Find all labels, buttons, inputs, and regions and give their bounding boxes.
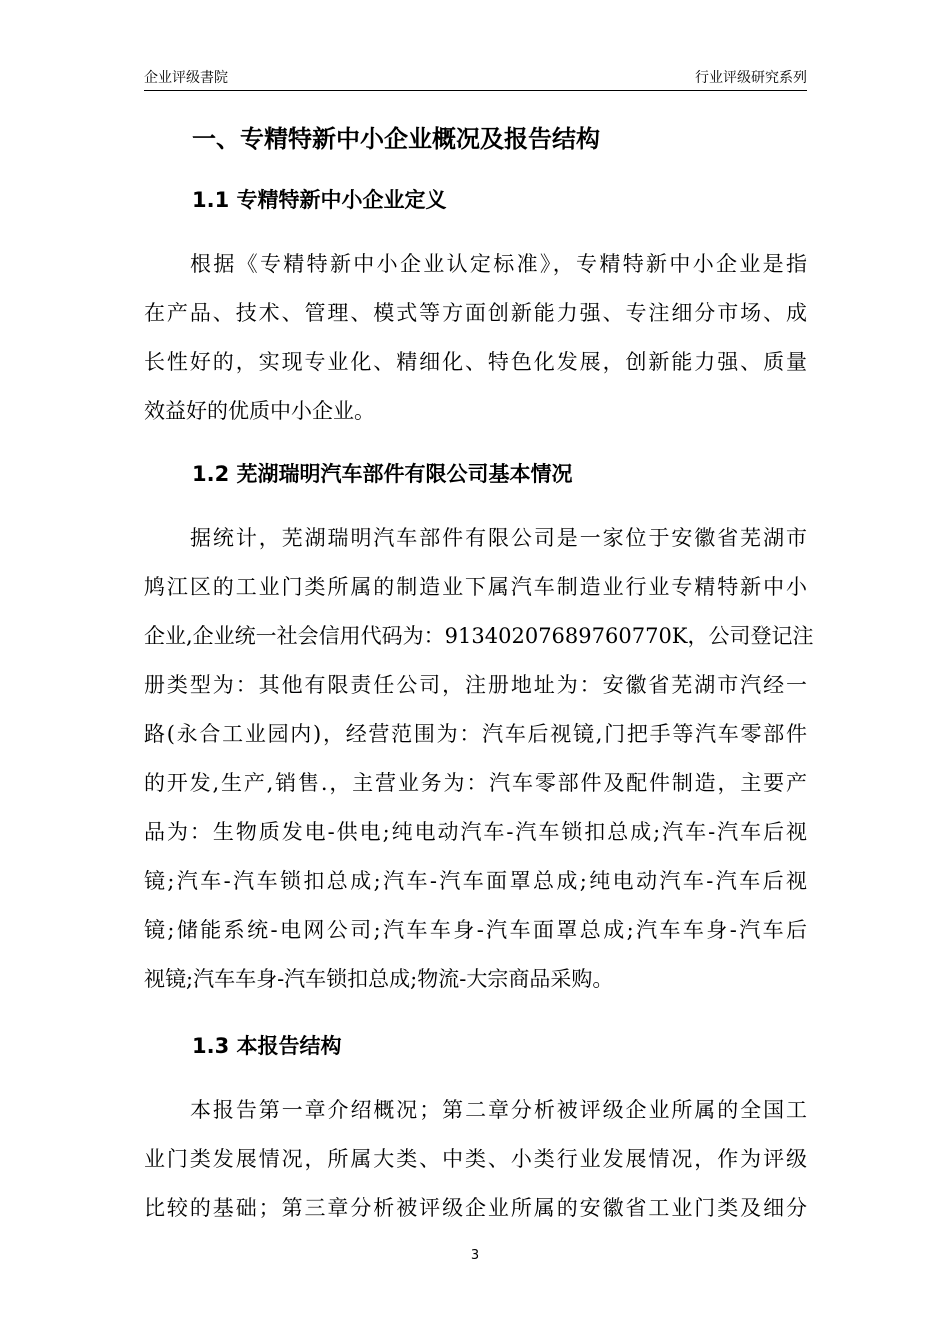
paragraph-line: 路(永合工业园内)，经营范围为：汽车后视镜,门把手等汽车零部件 bbox=[144, 722, 807, 746]
paragraph-line: 本报告第一章介绍概况；第二章分析被评级企业所属的全国工 bbox=[190, 1098, 807, 1122]
page-header bbox=[144, 64, 807, 91]
paragraph-line: 视镜;汽车车身-汽车锁扣总成;物流-大宗商品采购。 bbox=[144, 967, 614, 991]
paragraph-line: 品为：生物质发电-供电;纯电动汽车-汽车锁扣总成;汽车-汽车后视 bbox=[144, 820, 807, 844]
header-left-text: 企业评级書院 bbox=[144, 70, 228, 86]
section-heading-1-2: 1.2 芜湖瑞明汽车部件有限公司基本情况 bbox=[192, 462, 573, 486]
paragraph-line: 鸠江区的工业门类所属的制造业下属汽车制造业行业专精特新中小 bbox=[144, 575, 807, 599]
paragraph-line: 据统计，芜湖瑞明汽车部件有限公司是一家位于安徽省芜湖市 bbox=[190, 526, 807, 550]
paragraph-line: 比较的基础；第三章分析被评级企业所属的安徽省工业门类及细分 bbox=[144, 1196, 807, 1220]
header-right-text: 行业评级研究系列 bbox=[695, 70, 807, 86]
paragraph-line: 业门类发展情况，所属大类、中类、小类行业发展情况，作为评级 bbox=[144, 1147, 807, 1171]
paragraph-line: 企业,企业统一社会信用代码为：91340207689760770K，公司登记注 bbox=[144, 624, 814, 648]
page-number: 3 bbox=[470, 1248, 480, 1263]
paragraph-line: 的开发,生产,销售.，主营业务为：汽车零部件及配件制造，主要产 bbox=[144, 771, 807, 795]
paragraph-line: 镜;汽车-汽车锁扣总成;汽车-汽车面罩总成;纯电动汽车-汽车后视 bbox=[144, 869, 807, 893]
paragraph-line: 效益好的优质中小企业。 bbox=[144, 399, 375, 423]
paragraph-line: 镜;储能系统-电网公司;汽车车身-汽车面罩总成;汽车车身-汽车后 bbox=[144, 918, 807, 942]
section-heading-1-3: 1.3 本报告结构 bbox=[192, 1034, 342, 1058]
paragraph-line: 册类型为：其他有限责任公司，注册地址为：安徽省芜湖市汽经一 bbox=[144, 673, 807, 697]
chapter-title: 一、专精特新中小企业概况及报告结构 bbox=[192, 125, 600, 153]
paragraph-line: 根据《专精特新中小企业认定标准》，专精特新中小企业是指 bbox=[190, 252, 807, 276]
paragraph-line: 长性好的，实现专业化、精细化、特色化发展，创新能力强、质量 bbox=[144, 350, 807, 374]
section-heading-1-1: 1.1 专精特新中小企业定义 bbox=[192, 188, 447, 212]
paragraph-line: 在产品、技术、管理、模式等方面创新能力强、专注细分市场、成 bbox=[144, 301, 807, 325]
